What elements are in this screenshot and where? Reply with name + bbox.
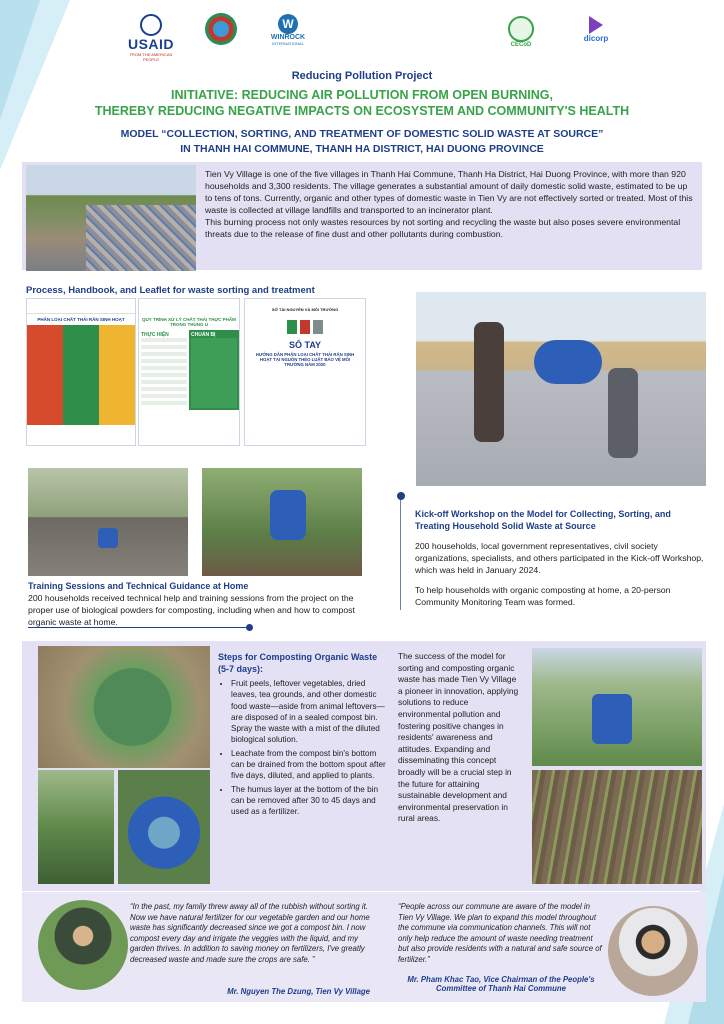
training-photo-group xyxy=(28,468,188,576)
handbook-subtitle: HƯỚNG DẪN PHÂN LOẠI CHẤT THẢI RẮN SINH HOẠT TẠI NGUỒN THEO LUẬT BẢO VỆ MÔI TRƯỜNG NĂM 2020 xyxy=(255,352,355,367)
leaflet-red-column xyxy=(27,325,63,425)
steps-title: Steps for Composting Organic Waste (5-7 days): xyxy=(218,652,378,674)
leaflet-sorting-columns xyxy=(27,325,135,425)
project-title: Reducing Pollution Project xyxy=(291,70,433,82)
training-bullet-icon xyxy=(246,624,253,631)
intro-paragraph-1: Tien Vy Village is one of the five villages in Thanh Hai Commune, Thanh Ha District, Hai Duong Province, with more than 920 households and 3,300 residents. The village generates a substantial amount of daily domestic solid waste, estimated to be up to tens of tons. Currently, organic and other types of domestic waste in Tien Vy are not effectively sorted or treated. Most of this waste is collected at village landfills and transported to an incinerator plant. xyxy=(205,169,693,215)
leaflet-sorting-heading: PHÂN LOẠI CHẤT THẢI RẮN SINH HOẠT xyxy=(37,317,125,322)
bin-green-icon xyxy=(287,320,297,334)
bin-gray-icon xyxy=(313,320,323,334)
cabbage-photo xyxy=(38,646,210,768)
leaflet-compost-heading: QUY TRÌNH XỬ LÝ CHẤT THẢI THỰC PHẨM TRONG THÙNG Ủ xyxy=(142,317,236,327)
dicorp-play-icon xyxy=(589,16,603,34)
farmer-portrait xyxy=(38,900,128,990)
quote-farmer: “In the past, my family threw away all of the rubbish without sorting it. Now we have natural fertilizer for our vegetable garden and our home waste has significantly decreased since we got a compost bin. I now compost every day and irrigate the veggies with the liquid, and my garden thrives. In addition to saving money on fertilizers, I've greatly decreased waste and made sure the crops are safe. ” xyxy=(130,902,370,964)
kickoff-title: Kick-off Workshop on the Model for Collecting, Sorting, and Treating Household Solid Waste at Source xyxy=(415,509,671,531)
quote-farmer-author: Mr. Nguyen The Dzung, Tien Vy Village xyxy=(227,987,370,996)
leaflet-compost-steps-text xyxy=(141,338,187,408)
bin-handover-photo xyxy=(532,648,702,766)
step-item-1: • Fruit peels, leftover vegetables, dried leaves, tea grounds, and other domestic food waste—aside from animal leftovers—are disposed of in a sealed compost bin. Spray the waste with a mist of the diluted biological solution. xyxy=(231,678,389,746)
training-photo-home xyxy=(202,468,362,576)
leaflet-green-column xyxy=(63,325,99,425)
kickoff-line-divider xyxy=(400,500,401,610)
winrock-wordmark: WINROCK xyxy=(270,34,306,41)
success-text: The success of the model for sorting and composting organic waste has made Tien Vy Village a pioneer in innovation, applying solutions to reduce environmental pollution and fostering positive changes in residents' awareness and attitudes. Expanding and disseminating this concept broadly will be a crucial step in the future for attaining sustainable development and environmental preservation in rural areas. xyxy=(398,651,519,824)
leaflet-compost-steps-label: THỰC HIỆN xyxy=(141,332,169,338)
garbage-pile-shape xyxy=(86,205,196,271)
leaflet-compost-procedure xyxy=(138,298,240,446)
compost-bin-home-shape xyxy=(270,490,306,540)
handover-bin-shape xyxy=(592,694,632,744)
leaflet-sorting xyxy=(26,298,136,446)
step-item-2: • Leachate from the compost bin's bottom can be drained from the bottom spout after five days, diluted, and applied to plants. xyxy=(231,748,389,782)
quote-official-author: Mr. Pham Khac Tao, Vice Chairman of the People's Committee of Thanh Hai Commune xyxy=(407,975,595,993)
dicorp-wordmark: dicorp xyxy=(583,34,609,43)
person-left-shape xyxy=(474,322,504,442)
training-underline xyxy=(28,627,248,628)
model-line-2: IN THANH HAI COMMUNE, THANH HA DISTRICT, HAI DUONG PROVINCE xyxy=(180,143,544,155)
official-portrait xyxy=(608,906,698,996)
person-right-shape xyxy=(608,368,638,458)
dicorp-logo xyxy=(578,16,614,43)
initiative-line-2: THEREBY REDUCING NEGATIVE IMPACTS ON ECOSYSTEM AND COMMUNITY'S HEALTH xyxy=(94,104,630,118)
initiative-line-1: INITIATIVE: REDUCING AIR POLLUTION FROM OPEN BURNING, xyxy=(171,88,553,102)
steps-list xyxy=(220,678,389,820)
kickoff-paragraph-1: 200 households, local government representatives, civil society organizations, specialists, and others participated in the Kick-off Workshop, which was held in January 2024. xyxy=(415,541,704,575)
quote-official: “People across our commune are aware of the model in Tien Vy Village. We plan to expand this model throughout the commune via communication channels. This will not only help reduce the amount of waste needing treatment but also provide residents with a natural and safe source of fertilizer.” xyxy=(398,902,602,964)
kickoff-text xyxy=(415,540,707,608)
kickoff-photo xyxy=(416,292,706,486)
handbook-bins xyxy=(245,320,365,334)
usaid-tagline: FROM THE AMERICAN PEOPLE xyxy=(129,52,173,62)
garden-photo xyxy=(38,770,114,884)
process-section-title: Process, Handbook, and Leaflet for waste sorting and treatment xyxy=(26,285,315,296)
leaflet-compost-prep-panel xyxy=(191,338,237,408)
leaflet-sorting-logos xyxy=(27,299,135,314)
leaflet-compost-prep-label: CHUẨN BỊ xyxy=(191,332,216,338)
compost-bin-topview-photo xyxy=(118,770,210,884)
model-line-1: MODEL “COLLECTION, SORTING, AND TREATMENT OF DOMESTIC SOLID WASTE AT SOURCE” xyxy=(120,128,604,140)
seedlings-photo xyxy=(532,770,702,884)
compost-bin-shape xyxy=(534,340,602,384)
winrock-w-icon: W xyxy=(278,14,298,34)
government-seal-logo xyxy=(203,13,239,45)
handbook-cover xyxy=(244,298,366,446)
winrock-logo xyxy=(264,14,312,46)
usaid-wordmark: USAID xyxy=(127,36,175,52)
step-item-3: • The humus layer at the bottom of the bin can be removed after 30 to 45 days and used as a fertilizer. xyxy=(231,784,389,818)
kickoff-paragraph-2: To help households with organic composting at home, a 20-person Community Monitoring Team was formed. xyxy=(415,585,671,607)
cecod-logo xyxy=(504,16,538,48)
environment-seal-icon xyxy=(205,13,237,45)
landfill-photo xyxy=(26,165,196,271)
cecod-wordmark: CECoD xyxy=(510,42,532,48)
leaflet-yellow-column xyxy=(99,325,135,425)
usaid-logo xyxy=(126,14,176,62)
blue-bin-shape xyxy=(98,528,118,548)
training-title: Training Sessions and Technical Guidance at Home xyxy=(28,581,249,591)
winrock-tagline: INTERNATIONAL xyxy=(272,41,304,46)
training-text: 200 households received technical help and training sessions from the project on the proper use of biological powders for composting, including when and how to compost organic waste at home. xyxy=(28,593,355,627)
usaid-seal-icon xyxy=(140,14,162,36)
handbook-issuer: SỞ TÀI NGUYÊN VÀ MÔI TRƯỜNG xyxy=(271,307,339,312)
handbook-title: SỔ TAY xyxy=(288,340,321,350)
cecod-leaf-icon xyxy=(508,16,534,42)
intro-paragraph-2: This burning process not only wastes resources by not sorting and recycling the waste but also poses severe environmental threats due to the release of fine dust and other pollutants during combustion. xyxy=(205,217,681,239)
intro-text xyxy=(205,168,695,240)
bin-red-icon xyxy=(300,320,310,334)
kickoff-bullet-icon xyxy=(397,492,405,500)
